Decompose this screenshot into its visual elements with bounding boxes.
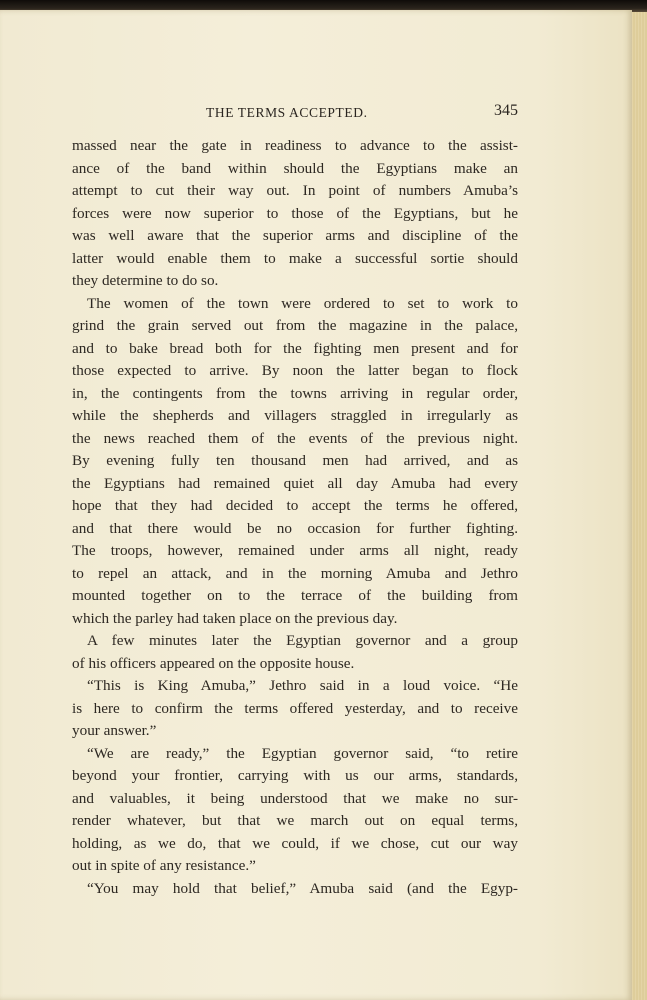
text-line: hope that they had decided to accept the terms he offered, [72, 497, 518, 514]
body-text [72, 135, 518, 900]
text-line: is here to confirm the terms offered yesterday, and to receive [72, 699, 518, 717]
text-line: beyond your frontier, carrying with us our arms, standards, [72, 767, 518, 784]
text-line: they determine to do so. [72, 272, 219, 289]
running-head: THE TERMS ACCEPTED. [206, 105, 368, 120]
page-number: 345 [494, 102, 518, 119]
text-line: and that there would be no occasion for further fighting. [72, 519, 518, 537]
text-line: The troops, however, remained under arms all night, ready [72, 542, 518, 559]
text-line: out in spite of any resistance.” [72, 857, 256, 874]
text-line: your answer.” [72, 722, 157, 739]
text-line: those expected to arrive. By noon the latter began to flock [72, 362, 518, 379]
text-line: in, the contingents from the towns arriving in regular order, [72, 384, 518, 402]
text-line: the news reached them of the events of the previous night. [72, 429, 518, 447]
text-line: render whatever, but that we march out on equal terms, [72, 812, 518, 829]
text-line: massed near the gate in readiness to advance to the assist- [72, 137, 518, 154]
text-line: the Egyptians had remained quiet all day Amuba had every [72, 474, 518, 492]
text-line: which the parley had taken place on the previous day. [72, 609, 398, 627]
page-header [72, 103, 518, 125]
text-line: “You may hold that belief,” Amuba said (and the Egyp- [87, 879, 518, 897]
text-line: ance of the band within should the Egyptians make an [72, 159, 518, 177]
text-line: to repel an attack, and in the morning Amuba and Jethro [72, 564, 518, 582]
text-line: while the shepherds and villagers straggled in irregularly as [72, 407, 518, 424]
text-line: By evening fully ten thousand men had arrived, and as [72, 452, 518, 469]
text-line: forces were now superior to those of the Egyptians, but he [72, 204, 518, 222]
text-line: “We are ready,” the Egyptian governor said, “to retire [87, 744, 518, 762]
text-line: mounted together on to the terrace of the building from [72, 587, 518, 604]
text-line: of his officers appeared on the opposite house. [72, 654, 355, 672]
text-line: was well aware that the superior arms and discipline of the [72, 227, 518, 244]
text-line: The women of the town were ordered to set to work to [87, 294, 518, 312]
text-line: latter would enable them to make a successful sortie should [72, 249, 518, 267]
text-line: grind the grain served out from the magazine in the palace, [72, 317, 518, 334]
text-line: attempt to cut their way out. In point of numbers Amuba’s [72, 182, 518, 199]
text-line: “This is King Amuba,” Jethro said in a loud voice. “He [87, 677, 518, 694]
text-line: holding, as we do, that we could, if we chose, cut our way [72, 834, 518, 852]
text-line: and to bake bread both for the fighting men present and for [72, 339, 518, 357]
text-line: A few minutes later the Egyptian governor and a group [87, 632, 518, 649]
text-line: and valuables, it being understood that we make no sur- [72, 789, 518, 807]
